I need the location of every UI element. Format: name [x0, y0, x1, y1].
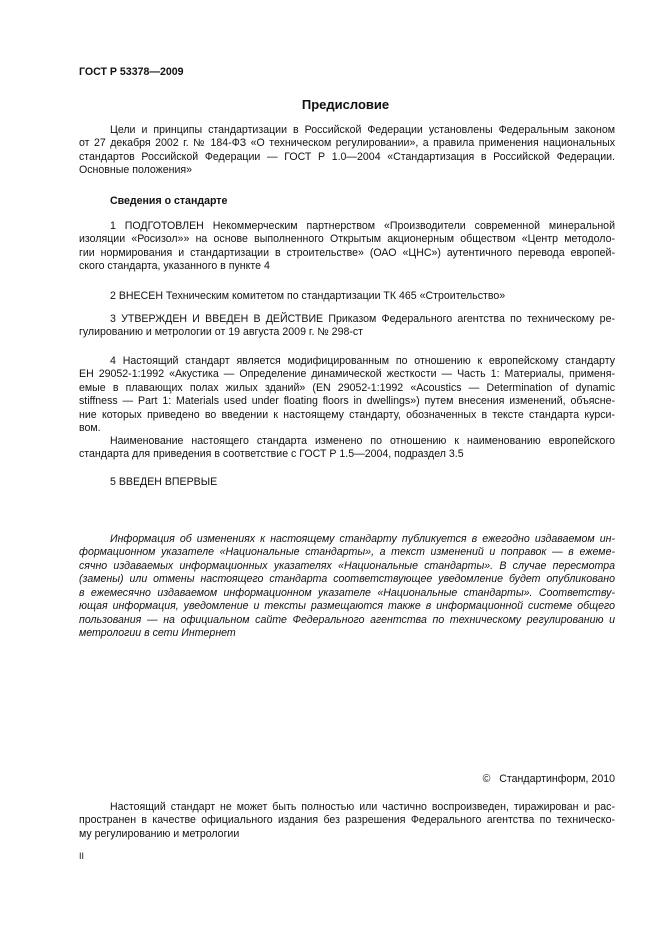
- text-line: формационном указателе «Национальные стандарты», а текст изменений и поправок — в ежеме-: [79, 546, 615, 559]
- text-line: стандарта для приведения в соответствие с ГОСТ Р 1.5—2004, подраздел 3.5: [79, 448, 464, 461]
- text-line: 5 ВВЕДЕН ВПЕРВЫЕ: [110, 476, 218, 488]
- item-3: [79, 313, 615, 340]
- text-line: Основные положения»: [79, 164, 193, 177]
- document-code: ГОСТ Р 53378—2009: [79, 66, 184, 78]
- text-line: изоляции «Росизол»» на основе выполненного Открытым акционерным обществом «Центр методоло-: [79, 233, 615, 246]
- text-line: 3 УТВЕРЖДЕН И ВВЕДЕН В ДЕЙСТВИЕ Приказом Федерального агентства по техническому ре-: [110, 313, 615, 325]
- reproduction-notice: [79, 801, 615, 841]
- item-4-note: [79, 435, 615, 462]
- text-line: му регулированию и метрологии: [79, 827, 240, 840]
- intro-paragraph: [79, 124, 615, 178]
- text-line: 4 Настоящий стандарт является модифицированным по отношению к европейскому стандарту: [110, 355, 615, 367]
- text-line: 1 ПОДГОТОВЛЕН Некоммерческим партнерством «Производители современной минеральной: [110, 220, 615, 232]
- text-line: сячно издаваемых информационных указателях «Национальные стандарты». В случае пересмотра: [79, 559, 615, 572]
- info-notice: [79, 533, 615, 641]
- text-line: (замены) или отмены настоящего стандарта соответствующее уведомление будет опубликовано: [79, 573, 615, 586]
- item-4: [79, 355, 615, 436]
- text-line: ЕН 29052-1:1992 «Акустика — Определение динамической жесткости — Часть 1: Материалы, применя-: [79, 368, 615, 381]
- text-line: пользования — на официальном сайте Федерального агентства по техническому регулированию и: [79, 613, 615, 626]
- page-number: II: [79, 851, 85, 861]
- text-line: Информация об изменениях к настоящему стандарту публикуется в ежегодно издаваемом ин-: [110, 533, 615, 545]
- text-line: ние которых приведено во введении к настоящему стандарту, обозначенных в тексте стандарта курси-: [79, 408, 615, 421]
- text-line: ского стандарта, указанного в пункте 4: [79, 260, 270, 273]
- text-line: от 27 декабря 2002 г. № 184-ФЗ «О техническом регулировании», а правила применения национальных: [79, 137, 615, 150]
- text-line: stiffness — Part 1: Materials used under floating floors in dwellings») путем внесения изменений, объясне-: [79, 395, 615, 408]
- text-line: пространен в качестве официального издания без разрешения Федерального агентства по техническо-: [79, 814, 615, 827]
- text-line: вом.: [79, 422, 101, 435]
- text-line: 2 ВНЕСЕН Техническим комитетом по стандартизации ТК 465 «Строительство»: [110, 290, 506, 302]
- page-title: Предисловие: [301, 97, 390, 112]
- text-line: емые в плавающих полах жилых зданий» (EN 29052-1:1992 «Acoustics — Determination of dynamic: [79, 381, 615, 394]
- text-line: Настоящий стандарт не может быть полностью или частично воспроизведен, тиражирован и рас-: [110, 801, 615, 813]
- item-2: [79, 290, 615, 303]
- text-line: ющая информация, уведомление и тексты размещаются также в информационной системе общего: [79, 600, 615, 613]
- text-line: гулированию и метрологии от 19 августа 2009 г. № 298-ст: [79, 326, 364, 339]
- item-5: [79, 476, 615, 489]
- text-line: стандартов Российской Федерации — ГОСТ Р 1.0—2004 «Стандартизация в Российской Федерации.: [79, 150, 615, 163]
- text-line: гии нормирования и стандартизации в строительстве» (ОАО «ЦНС») аутентичного перевода европей-: [79, 246, 615, 259]
- text-line: метрологии в сети Интернет: [79, 627, 236, 640]
- text-line: Наименование настоящего стандарта изменено по отношению к наименованию европейского: [110, 435, 615, 447]
- item-1: [79, 220, 615, 274]
- section-heading: Сведения о стандарте: [110, 195, 228, 207]
- text-line: в ежемесячно издаваемом информационном указателе «Национальные стандарты». Соответству-: [79, 586, 615, 599]
- text-line: Цели и принципы стандартизации в Российской Федерации установлены Федеральным законом: [110, 124, 615, 136]
- copyright: © Стандартинформ, 2010: [482, 773, 615, 785]
